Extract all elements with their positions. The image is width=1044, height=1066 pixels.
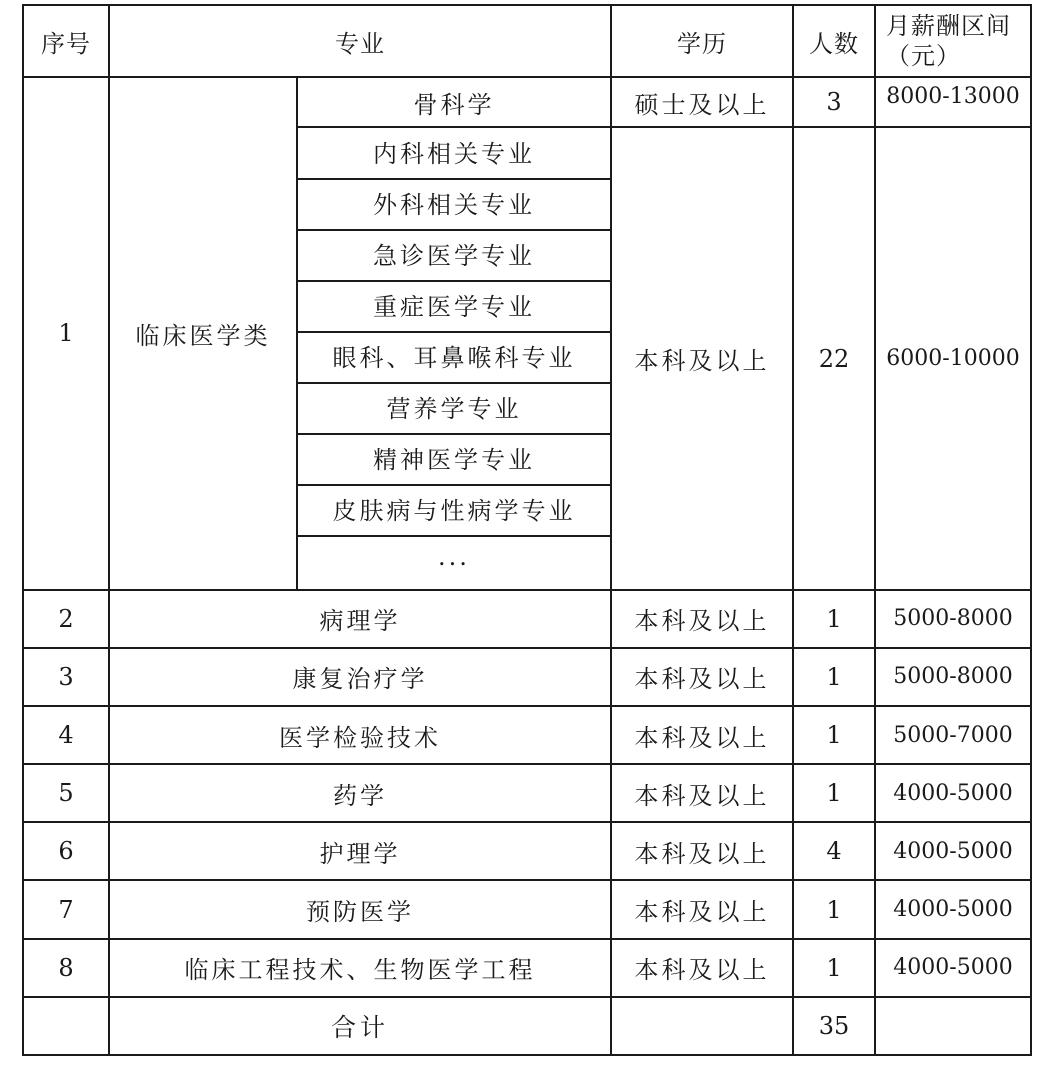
row-education: 本科及以上 [611,706,793,764]
row-index: 6 [23,822,109,880]
list-item: 内科相关专业 [298,129,610,180]
table-row [23,822,1031,880]
total-index-empty [23,997,109,1055]
row-salary: 4000-5000 [875,880,1031,938]
row-index: 3 [23,648,109,706]
list-item: 重症医学专业 [298,282,610,333]
row-index: 7 [23,880,109,938]
total-education-empty [611,997,793,1055]
row-major: 医学检验技术 [109,706,611,764]
row-salary: 4000-5000 [875,822,1031,880]
row-salary: 5000-8000 [875,590,1031,648]
row-education: 本科及以上 [611,590,793,648]
row-major: 康复治疗学 [109,648,611,706]
row-count: 1 [793,880,875,938]
row-major: 护理学 [109,822,611,880]
header-row [23,5,1031,77]
header-salary [875,5,1031,77]
header-major: 专业 [109,5,611,77]
row-count: 4 [793,822,875,880]
row-education: 本科及以上 [611,648,793,706]
total-label: 合计 [109,997,611,1055]
header-salary-line1: 月薪酬区间 [886,12,1011,41]
list-item-ellipsis: ... [438,543,470,571]
list-item: 精神医学专业 [298,435,610,486]
table-row [23,706,1031,764]
row-index: 8 [23,939,109,997]
row-salary: 5000-7000 [875,706,1031,764]
table-row [23,880,1031,938]
row-major: 预防医学 [109,880,611,938]
table-row [23,939,1031,997]
row-1-first-major: 骨科学 [297,77,611,127]
row-index: 4 [23,706,109,764]
table-row [23,590,1031,648]
row-1-salary: 6000-10000 [875,127,1031,589]
row-1-education: 本科及以上 [611,127,793,589]
row-index: 2 [23,590,109,648]
total-salary-empty [875,997,1031,1055]
row-salary: 5000-8000 [875,648,1031,706]
row-education: 本科及以上 [611,764,793,822]
row-count: 1 [793,648,875,706]
header-count: 人数 [793,5,875,77]
row-count: 1 [793,590,875,648]
table-row-1a [23,77,1031,127]
row-1-index: 1 [23,77,109,589]
row-education: 本科及以上 [611,822,793,880]
row-count: 1 [793,706,875,764]
row-count: 1 [793,939,875,997]
row-education: 本科及以上 [611,880,793,938]
list-item: 眼科、耳鼻喉科专业 [298,333,610,384]
row-education: 本科及以上 [611,939,793,997]
row-major: 病理学 [109,590,611,648]
total-row [23,997,1031,1055]
row-1-first-education: 硕士及以上 [611,77,793,127]
row-major: 药学 [109,764,611,822]
recruitment-table [22,4,1032,1056]
table-row [23,764,1031,822]
list-item: 急诊医学专业 [298,231,610,282]
row-1-first-salary: 8000-13000 [875,77,1031,127]
header-salary-line2: （元） [886,42,961,71]
header-education: 学历 [611,5,793,77]
list-item: 外科相关专业 [298,180,610,231]
row-1-category: 临床医学类 [109,77,297,589]
total-count: 35 [793,997,875,1055]
header-index: 序号 [23,5,109,77]
row-1-major-list [297,127,611,589]
row-count: 1 [793,764,875,822]
table-row [23,648,1031,706]
row-major: 临床工程技术、生物医学工程 [109,939,611,997]
list-item: 营养学专业 [298,384,610,435]
row-salary: 4000-5000 [875,939,1031,997]
list-item: 皮肤病与性病学专业 [298,486,610,537]
row-salary: 4000-5000 [875,764,1031,822]
row-1-first-count: 3 [793,77,875,127]
row-1-count: 22 [793,127,875,589]
row-index: 5 [23,764,109,822]
